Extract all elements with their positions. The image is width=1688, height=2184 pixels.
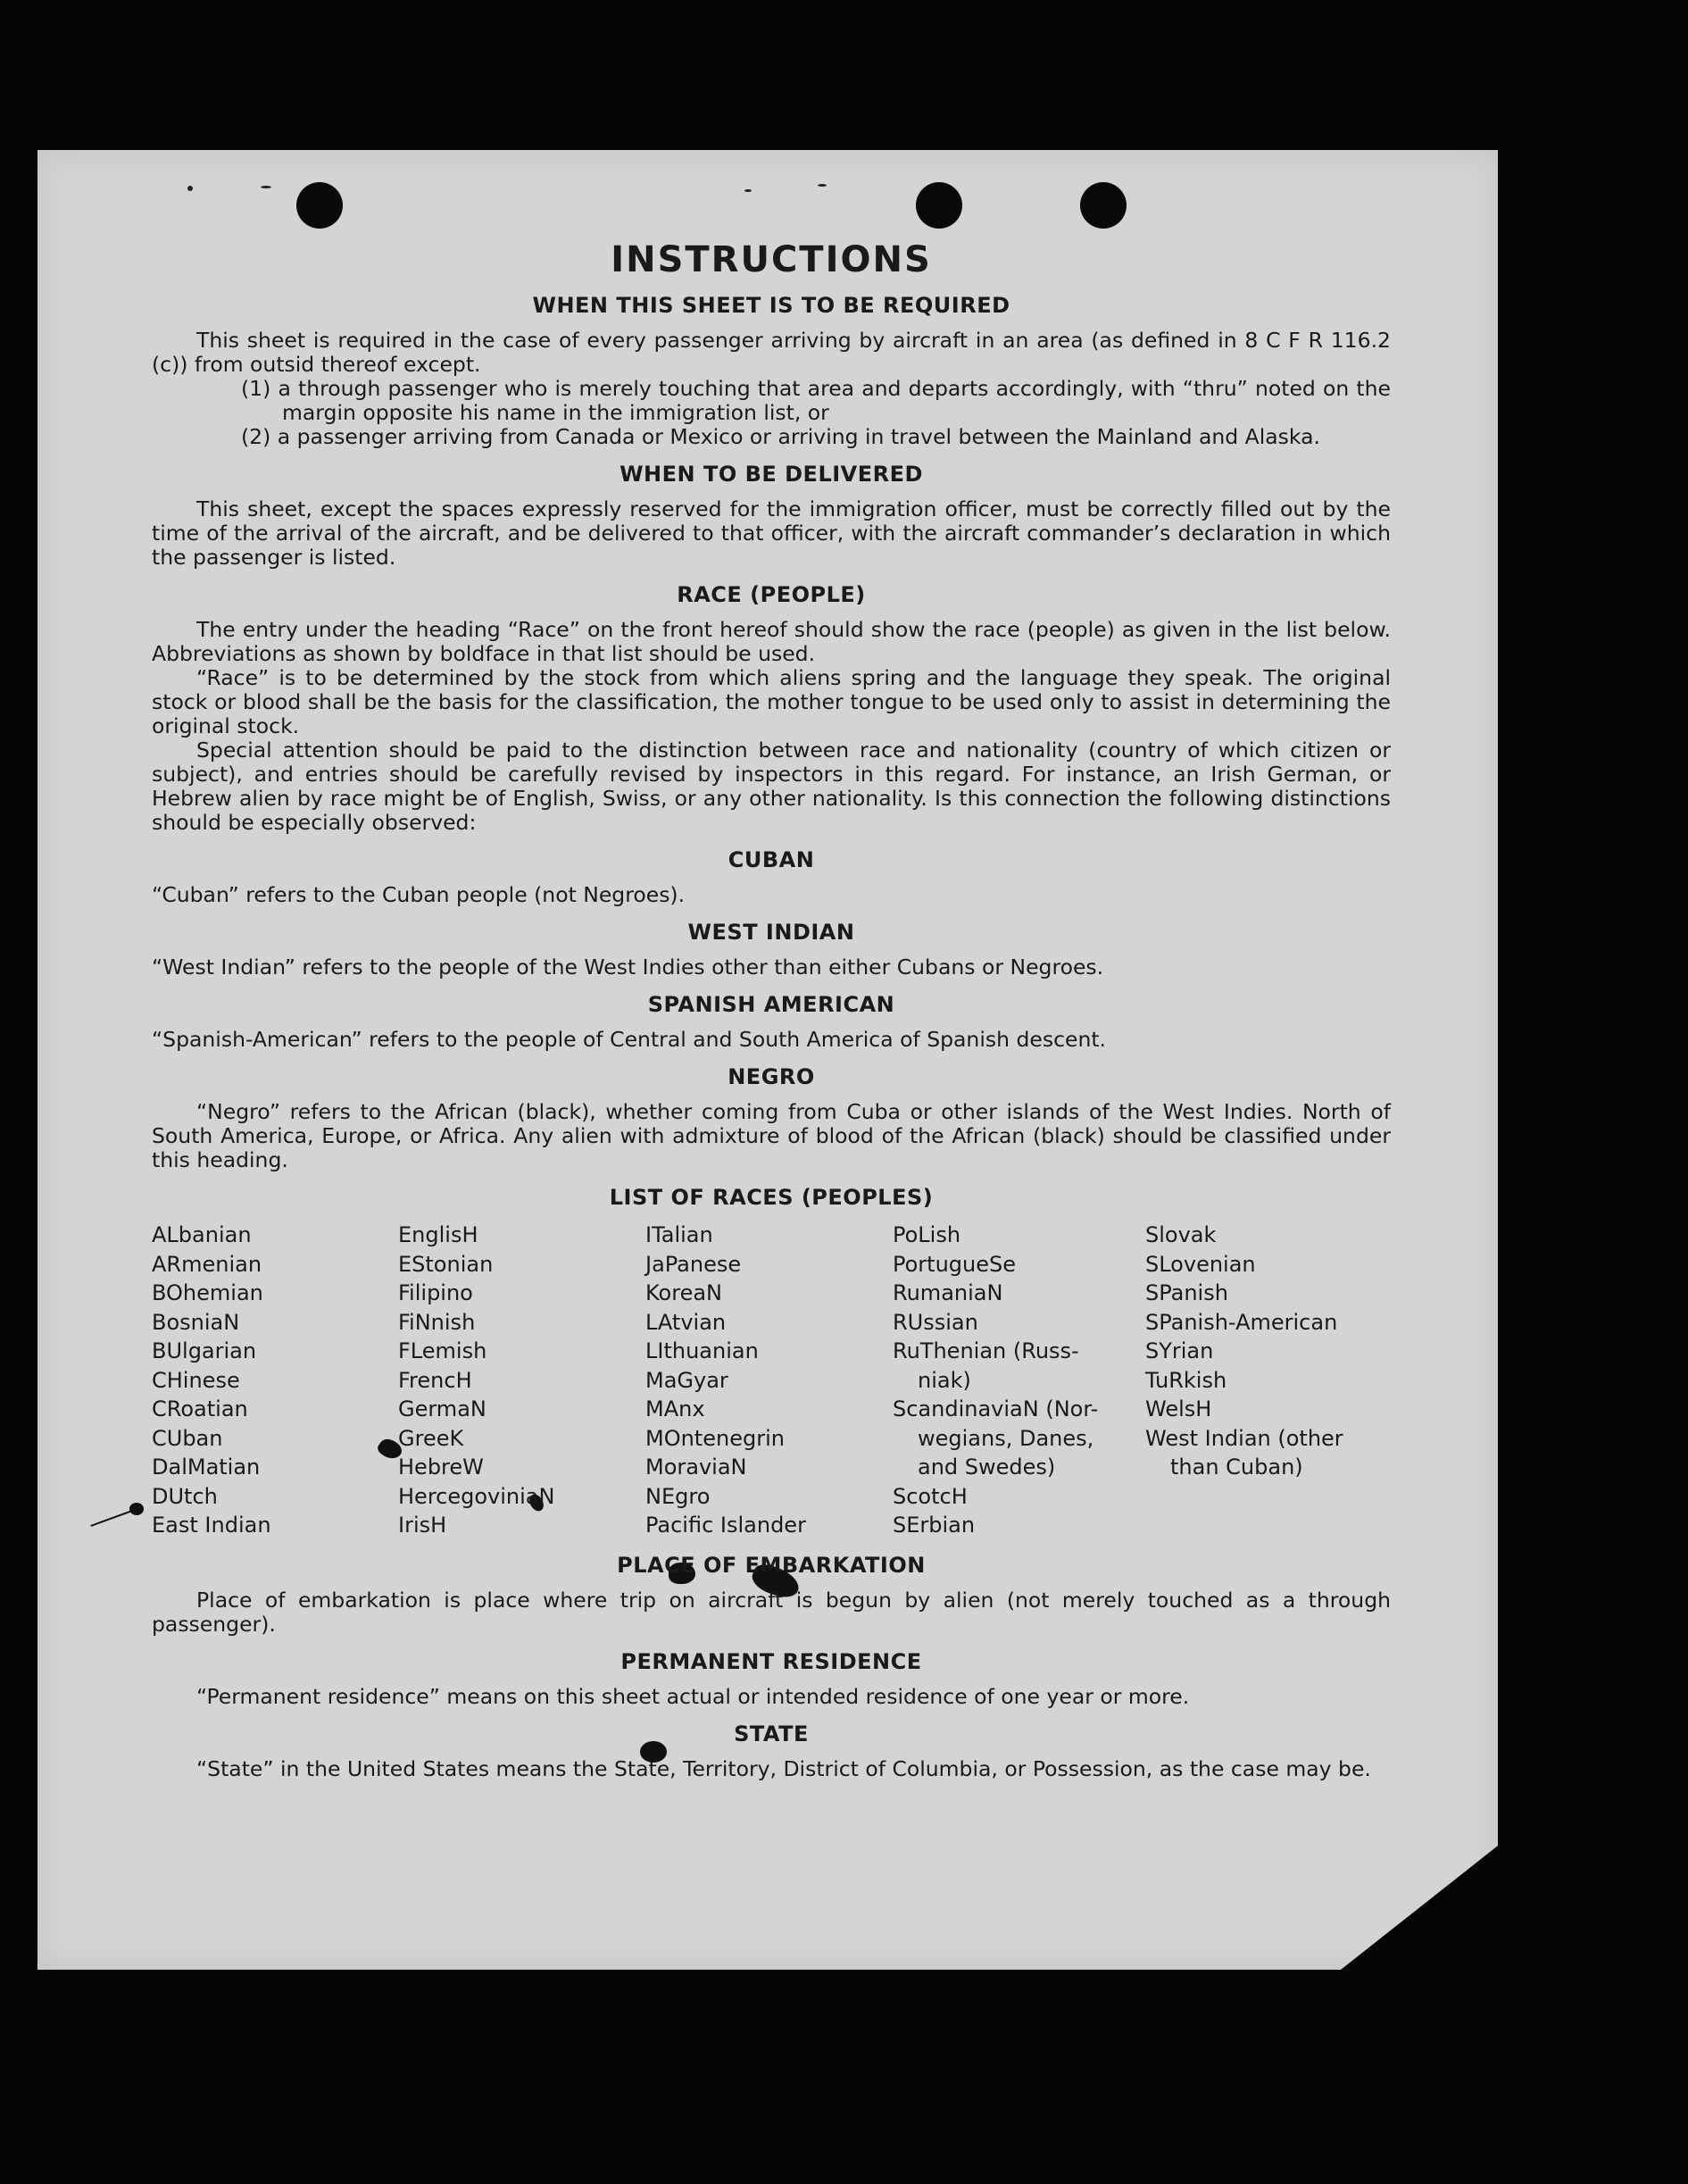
document-sheet [37,150,1498,1970]
race-item: KoreaN [645,1280,722,1305]
race-item: than Cuban) [1170,1455,1303,1480]
race-column [398,1221,645,1540]
race-column [893,1221,1145,1540]
race-item: CHinese [152,1367,240,1393]
punch-hole [916,182,962,229]
folded-corner [1341,1836,1510,1970]
section-heading-embarkation: PLACE OF EMBARKATION [617,1552,926,1578]
race-item: ScotcH [893,1483,968,1509]
section-heading-list-of-races: LIST OF RACES (PEOPLES) [609,1185,934,1210]
section-heading-cuban: CUBAN [728,847,815,872]
west-indian-text: “West Indian” refers to the people of the West Indies other than either Cubans or Negroes. [152,954,1104,979]
race-item: LAtvian [645,1309,727,1335]
punch-hole [1080,182,1127,229]
race-item: ALbanian [152,1222,252,1247]
section-heading-residence: PERMANENT RESIDENCE [620,1648,922,1674]
residence-text: “Permanent residence” means on this sheet actual or intended residence of one year or more. [196,1683,1190,1709]
race-item: BOhemian [152,1280,263,1305]
section-heading-state: STATE [734,1721,809,1746]
race-item: FrencH [398,1367,472,1393]
race-item: East Indian [152,1513,271,1538]
race-item: EStonian [398,1251,494,1277]
embarkation-text: Place of embarkation is place where trip on aircraft is begun by alien (not merely touched as a through passenger). [152,1587,1391,1637]
negro-text: “Negro” refers to the African (black), whether coming from Cuba or other islands of the West Indies. North of South America, Europe, or Africa. Any alien with admixture of blood of the African (black) should be classified under this heading. [152,1099,1391,1172]
race-item: MOntenegrin [645,1425,785,1451]
section-heading-west-indian: WEST INDIAN [687,920,855,945]
state-text: “State” in the United States means the State, Territory, District of Columbia, or Possession, as the case may be. [196,1755,1371,1781]
delivered-text: This sheet, except the spaces expressly reserved for the immigration officer, must be correctly filled out by the time of the arrival of the aircraft, and be delivered to that officer, with the aircraft commander’s declaration in which the passenger is listed. [152,496,1391,570]
race-item: BUlgarian [152,1338,257,1363]
race-item: CUban [152,1425,223,1451]
race-item: WelsH [1145,1396,1212,1421]
race-item: ARmenian [152,1251,262,1277]
race-item: SPanish-American [1145,1309,1338,1335]
race-item: Pacific Islander [645,1513,806,1538]
race-paragraph: The entry under the heading “Race” on the front hereof should show the race (people) as given in the list below. Abbreviations as shown by boldface in that list should be used. [152,617,1391,666]
race-item: JaPanese [645,1251,742,1277]
race-item: HebreW [398,1455,484,1480]
race-item: Slovak [1145,1222,1217,1247]
race-item: LIthuanian [645,1338,759,1363]
page-title: INSTRUCTIONS [611,239,932,280]
race-item: SErbian [893,1513,976,1538]
pen-mark [90,1507,139,1527]
race-item: SLovenian [1145,1251,1256,1277]
race-item: MoraviaN [645,1455,747,1480]
race-item: IrisH [398,1513,447,1538]
race-item: FLemish [398,1338,487,1363]
race-item: RUssian [893,1309,978,1335]
speck [818,184,827,187]
section-heading-required: WHEN THIS SHEET IS TO BE REQUIRED [532,293,1010,318]
speck [187,186,193,191]
race-item: GreeK [398,1425,464,1451]
race-item: wegians, Danes, [918,1425,1094,1451]
race-item: Filipino [398,1280,473,1305]
cuban-text: “Cuban” refers to the Cuban people (not Negroes). [152,882,686,907]
section-heading-delivered: WHEN TO BE DELIVERED [619,462,923,487]
race-item: EnglisH [398,1222,478,1247]
race-item: DalMatian [152,1455,261,1480]
race-column [645,1221,893,1540]
race-paragraph: “Race” is to be determined by the stock from which aliens spring and the language they speak. The original stock or blood shall be the basis for the classification, the mother tongue to be used only to assist in determining the original stock. [152,665,1391,738]
spanish-american-text: “Spanish-American” refers to the people of Central and South America of Spanish descent. [152,1027,1107,1052]
race-item: PortugueSe [893,1251,1016,1277]
race-item: MAnx [645,1396,705,1421]
race-item: RuThenian (Russ- [893,1338,1079,1363]
race-item: ITalian [645,1222,713,1247]
speck [744,189,752,192]
section-heading-race: RACE (PEOPLE) [677,582,866,607]
race-item: West Indian (other [1145,1425,1343,1451]
race-item: RumaniaN [893,1280,1003,1305]
section-heading-spanish-american: SPANISH AMERICAN [647,992,895,1017]
race-item: FiNnish [398,1309,476,1335]
race-list [152,1221,1391,1540]
required-exception-1: (1) a through passenger who is merely touching that area and departs accordingly, with “thru” noted on the margin opposite his name in the immigration list, or [241,376,1391,425]
race-item: niak) [918,1367,971,1393]
race-item: PoLish [893,1222,961,1247]
race-item: SPanish [1145,1280,1228,1305]
race-item: and Swedes) [918,1455,1056,1480]
race-item: HercegoviniaN [398,1483,555,1509]
race-item: MaGyar [645,1367,728,1393]
race-item: ScandinaviaN (Nor- [893,1396,1099,1421]
race-item: NEgro [645,1483,711,1509]
race-item: CRoatian [152,1396,248,1421]
race-item: BosniaN [152,1309,240,1335]
race-column [1145,1221,1391,1540]
instructions-content [152,239,1391,1781]
required-exception-2: (2) a passenger arriving from Canada or Mexico or arriving in travel between the Mainland and Alaska. [241,424,1320,449]
race-item: SYrian [1145,1338,1214,1363]
punch-hole [296,182,343,229]
speck [261,186,271,188]
race-column [152,1221,398,1540]
race-item: TuRkish [1145,1367,1227,1393]
race-item: GermaN [398,1396,486,1421]
required-text: This sheet is required in the case of every passenger arriving by aircraft in an area (as defined in 8 C F R 116.2 (c)) from outsid thereof except. [152,328,1391,377]
race-item: DUtch [152,1483,218,1509]
race-paragraph: Special attention should be paid to the distinction between race and nationality (country of which citizen or subject), and entries should be carefully revised by inspectors in this regard. For instance, an Irish German, or Hebrew alien by race might be of English, Swiss, or any other nationality. Is this connection the following distinctions should be especially observed: [152,738,1391,835]
section-heading-negro: NEGRO [728,1064,815,1089]
